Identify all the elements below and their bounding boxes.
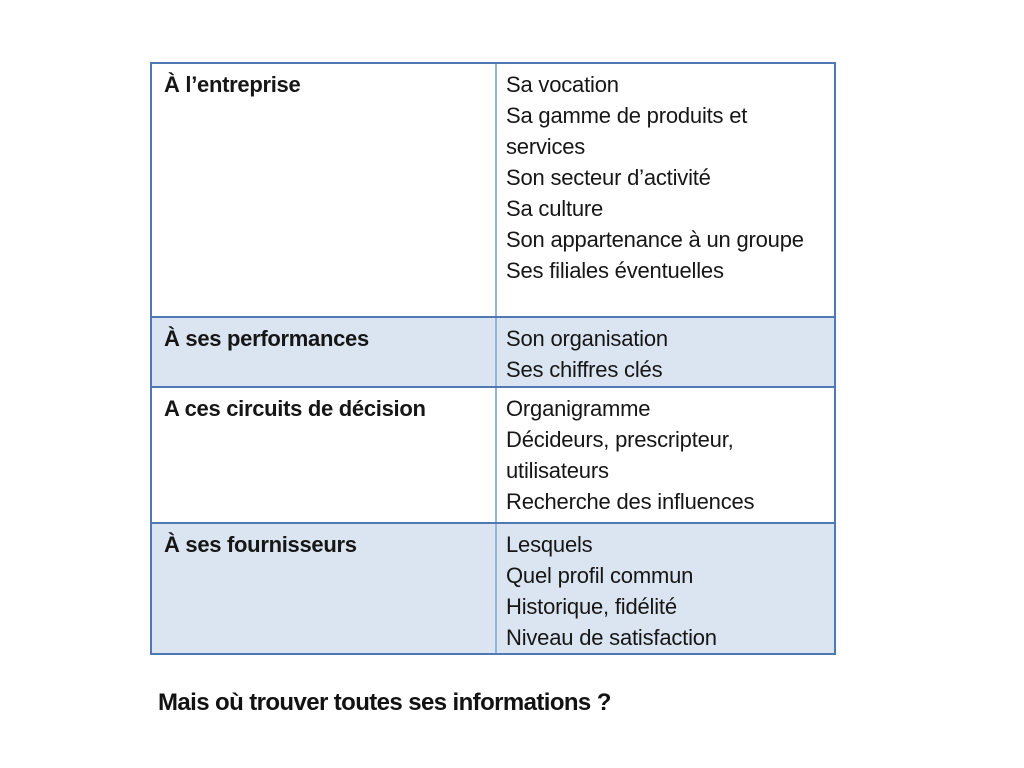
content-line: Sa vocation bbox=[506, 72, 619, 97]
content-line: Ses chiffres clés bbox=[506, 357, 663, 382]
table-row bbox=[152, 386, 834, 522]
row-content-cell bbox=[497, 64, 834, 316]
content-line: Recherche des influences bbox=[506, 489, 755, 514]
row-content-cell bbox=[497, 524, 834, 653]
row-label-cell bbox=[152, 388, 497, 522]
table-row bbox=[152, 522, 834, 653]
content-line: Niveau de satisfaction bbox=[506, 625, 717, 650]
content-line: Son appartenance à un groupe bbox=[506, 227, 804, 252]
content-line: Décideurs, prescripteur, bbox=[506, 427, 734, 452]
content-line: Lesquels bbox=[506, 532, 593, 557]
content-line: Sa culture bbox=[506, 196, 604, 221]
row-content-cell bbox=[497, 388, 834, 522]
content-line: utilisateurs bbox=[506, 458, 609, 483]
content-line: Historique, fidélité bbox=[506, 594, 677, 619]
content-line: Son secteur d’activité bbox=[506, 165, 711, 190]
info-table bbox=[150, 62, 836, 655]
table-row bbox=[152, 316, 834, 386]
content-line: Organigramme bbox=[506, 396, 651, 421]
content-line: Son organisation bbox=[506, 326, 668, 351]
row-label-cell bbox=[152, 318, 497, 386]
content-line: services bbox=[506, 134, 586, 159]
table-row bbox=[152, 64, 834, 316]
caption: Mais où trouver toutes ses informations ? bbox=[158, 689, 611, 716]
content-line: Quel profil commun bbox=[506, 563, 694, 588]
row-label: À ses fournisseurs bbox=[164, 532, 357, 557]
row-label: À ses performances bbox=[164, 326, 369, 351]
content-line: Sa gamme de produits et bbox=[506, 103, 748, 128]
row-content-cell bbox=[497, 318, 834, 386]
row-label: A ces circuits de décision bbox=[164, 396, 426, 421]
row-label: À l’entreprise bbox=[164, 72, 301, 97]
content-line: Ses filiales éventuelles bbox=[506, 258, 724, 283]
row-label-cell bbox=[152, 524, 497, 653]
row-label-cell bbox=[152, 64, 497, 316]
